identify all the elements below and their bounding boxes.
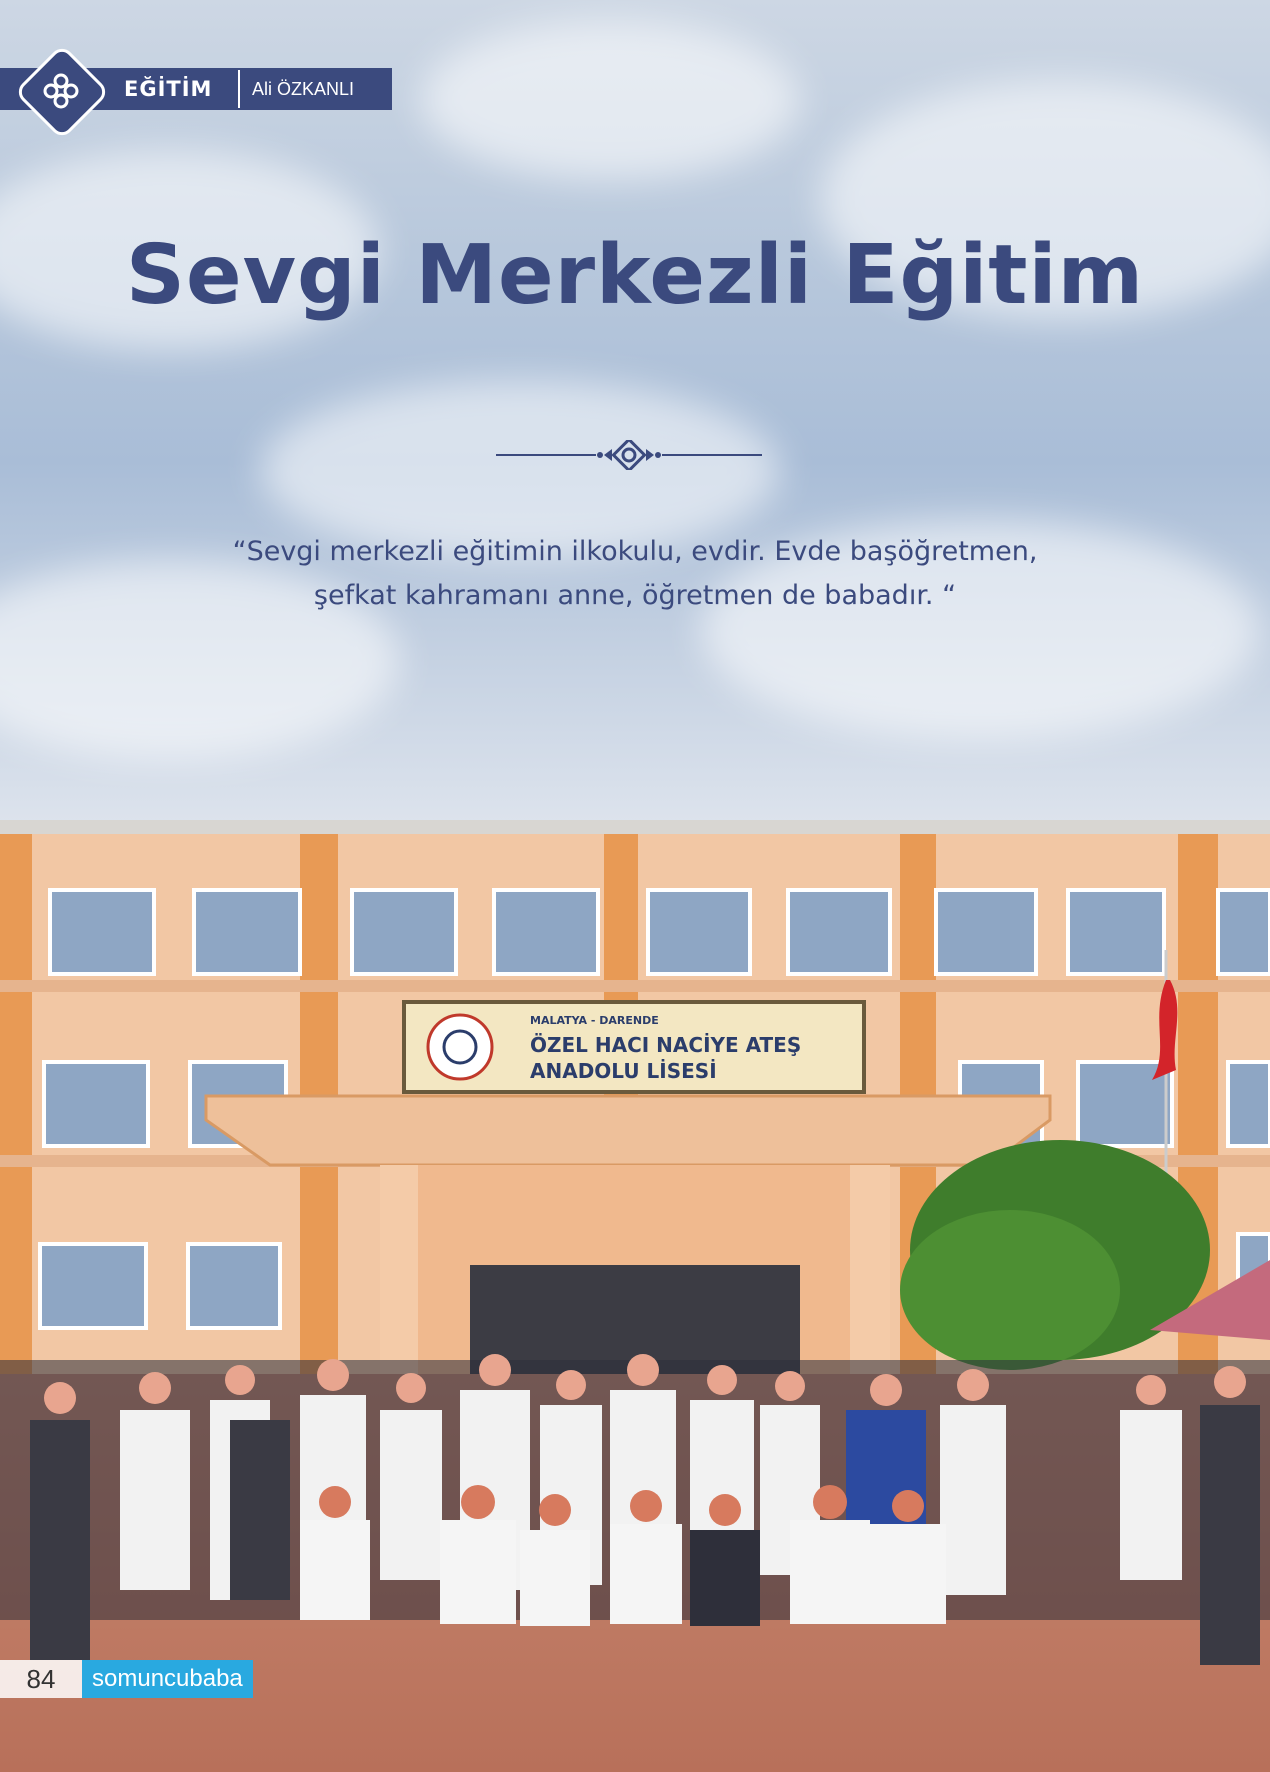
sign-school-name-line1: ÖZEL HACI NACİYE ATEŞ (530, 1033, 802, 1057)
quote-line-1: “Sevgi merkezli eğitimin ilkokulu, evdir. Evde başöğretmen, (232, 536, 1038, 567)
divider-ornament-icon (496, 440, 762, 470)
page-number: 84 (0, 1660, 82, 1698)
sign-school-name-line2: ANADOLU LİSESİ (530, 1059, 717, 1083)
author-name: Ali ÖZKANLI (252, 79, 355, 99)
school-group-photo (0, 820, 1270, 1772)
section-label: EĞİTİM (124, 77, 213, 101)
quote-line-2: şefkat kahramanı anne, öğretmen de babadır. “ (313, 580, 957, 611)
sky-background (0, 0, 1270, 840)
pull-quote (200, 530, 1070, 618)
ornament-icon (30, 60, 92, 122)
article-title: Sevgi Merkezli Eğitim (125, 228, 1145, 323)
sign-location: MALATYA - DARENDE (530, 1014, 659, 1027)
magazine-brand: somuncubaba (82, 1660, 253, 1698)
header-divider (238, 70, 240, 108)
